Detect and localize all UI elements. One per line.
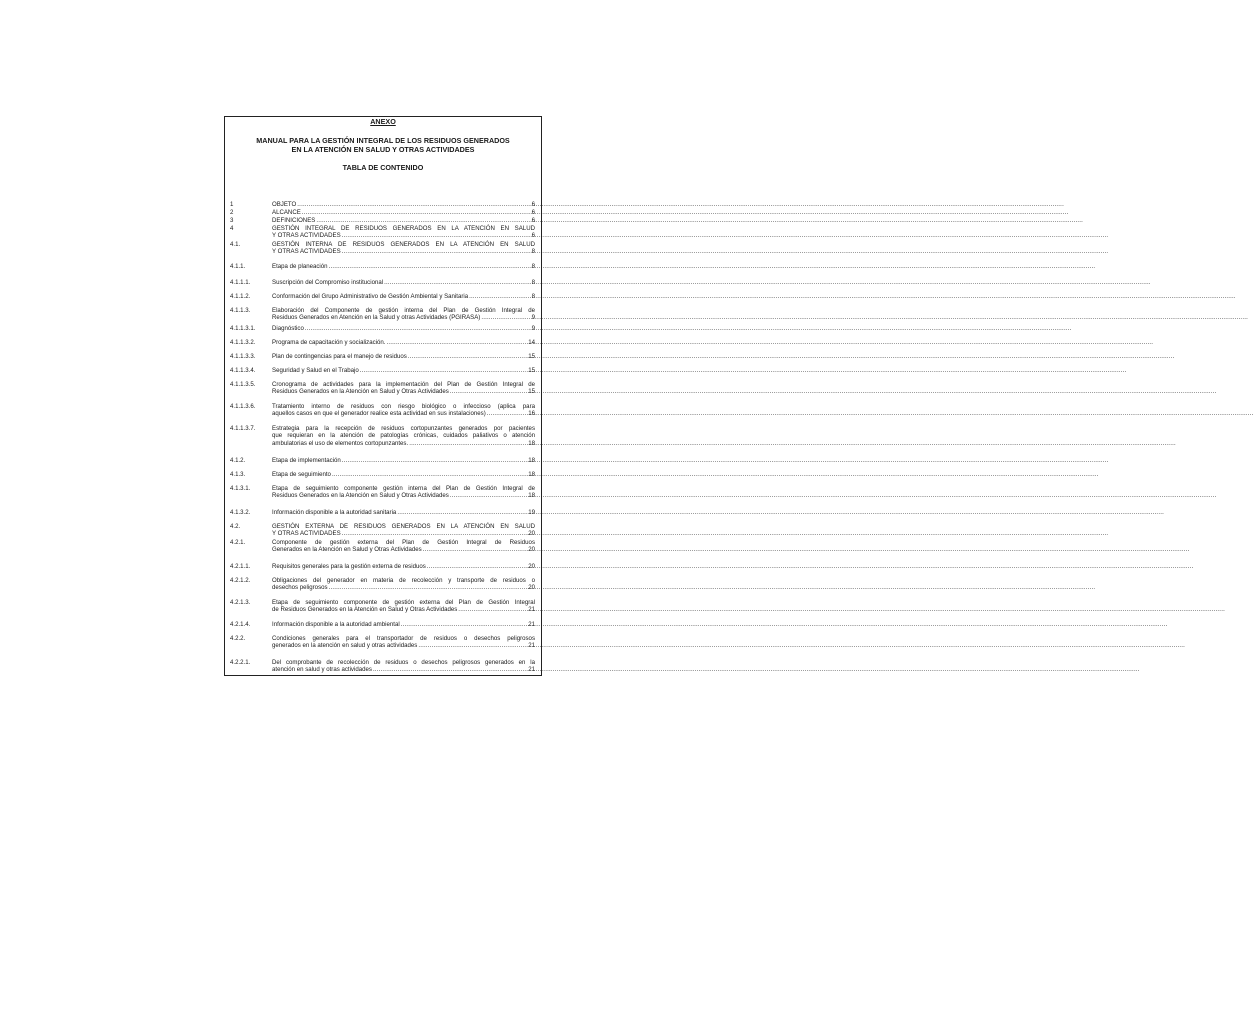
toc-entry-text	[272, 279, 535, 286]
toc-entry-title: desechos peligrosos	[272, 584, 328, 592]
toc-page-number: 6	[531, 232, 535, 240]
toc-entry-number: 4.2.2.	[230, 635, 246, 642]
toc-entry-title: ambulatorias el uso de elementos cortopunzantes.	[272, 439, 409, 447]
toc-entry-text	[272, 509, 535, 516]
dot-leader	[342, 248, 531, 255]
toc-entry-number: 4.1.1.3.4.	[230, 367, 256, 374]
toc-page-number: 19	[528, 509, 535, 516]
toc-entry-text	[272, 425, 535, 447]
toc-entry-text	[272, 523, 535, 538]
toc-page-number: 14	[528, 339, 535, 346]
toc-entry-number: 4.1.1.3.3.	[230, 353, 256, 360]
toc-page-number: 21	[528, 606, 535, 614]
toc-entry-title: ALCANCE	[272, 209, 301, 216]
toc-entry-text	[272, 599, 535, 614]
dot-leader	[302, 209, 531, 216]
toc-page-number: 8	[531, 248, 535, 256]
toc-entry-text	[272, 201, 535, 208]
toc-entry-text	[272, 225, 535, 240]
toc-entry-title: Y OTRAS ACTIVIDADES	[272, 232, 341, 240]
toc-entry-title: Residuos Generados en la Atención en Salud y Otras Actividades	[272, 492, 449, 500]
toc-entry-number: 4.1.1.3.7.	[230, 425, 256, 432]
dot-leader	[360, 367, 527, 374]
toc-entry-text	[272, 621, 535, 628]
toc-page-number: 20	[528, 546, 535, 554]
toc-entry-text	[272, 471, 535, 478]
dot-leader	[329, 263, 531, 270]
toc-entry-title: Diagnóstico	[272, 325, 304, 332]
toc-entry-title: GESTIÓN INTEGRAL DE RESIDUOS GENERADOS EN LA ATENCIÓN EN SALUD	[272, 225, 535, 232]
toc-entry-number: 4	[230, 225, 234, 232]
toc-entry-title: Residuos Generados en la Atención en Salud y Otras Actividades	[272, 388, 449, 396]
toc-page-number: 8	[531, 263, 535, 270]
toc-page-number: 21	[528, 642, 535, 650]
toc-entry-text	[272, 457, 535, 464]
toc-entry-text	[272, 263, 535, 270]
dot-leader	[481, 314, 530, 321]
toc-entry-number: 4.2.1.3.	[230, 599, 251, 606]
toc-entry-title: atención en salud y otras actividades	[272, 666, 372, 674]
toc-page-number: 18	[528, 439, 535, 447]
dot-leader	[342, 530, 528, 537]
toc-page-number: 8	[531, 293, 535, 300]
dot-leader	[297, 201, 530, 208]
toc-entry-title: Etapa de seguimiento componente gestión interna del Plan de Gestión Integral de	[272, 485, 535, 492]
toc-entry-text	[272, 307, 535, 322]
toc-page-number: 20	[528, 530, 535, 538]
toc-entry-text	[272, 367, 535, 374]
toc-entry-number: 4.1.3.	[230, 471, 246, 478]
toc-entry-text	[272, 217, 535, 224]
toc-entry-title: Etapa de seguimiento	[272, 471, 331, 478]
toc-entry-text	[272, 659, 535, 674]
toc-entry-number: 4.1.1.3.1.	[230, 325, 256, 332]
toc-entry-text	[272, 563, 535, 570]
toc-entry-title: Etapa de implementación	[272, 457, 341, 464]
dot-leader	[329, 584, 528, 591]
toc-entry-number: 4.2.	[230, 523, 241, 530]
toc-entry-text	[272, 403, 535, 418]
toc-entry-number: 1	[230, 201, 234, 208]
annex-heading: ANEXO	[370, 117, 396, 126]
toc-entry-text	[272, 485, 535, 500]
toc-entry-title: Elaboración del Componente de gestión interna del Plan de Gestión Integral de	[272, 307, 535, 314]
dot-leader	[487, 410, 527, 417]
dot-leader	[458, 606, 527, 613]
dot-leader	[423, 546, 527, 553]
dot-leader	[342, 457, 527, 464]
toc-entry-number: 3	[230, 217, 234, 224]
dot-leader	[450, 388, 527, 395]
dot-leader	[397, 509, 527, 516]
dot-leader	[418, 642, 527, 649]
dot-leader	[469, 293, 530, 300]
toc-entry-number: 4.2.1.2.	[230, 577, 251, 584]
dot-leader	[332, 471, 527, 478]
dot-leader	[409, 440, 527, 447]
toc-entry-title: Y OTRAS ACTIVIDADES	[272, 530, 341, 538]
document-title	[235, 137, 531, 154]
toc-entry-title: de Residuos Generados en la Atención en Salud y Otras Actividades	[272, 606, 458, 614]
toc-entry-number: 4.1.1.3.5.	[230, 381, 256, 388]
toc-entry-text	[272, 325, 535, 332]
toc-entry-title: GESTIÓN INTERNA DE RESIDUOS GENERADOS EN LA ATENCIÓN EN SALUD	[272, 241, 535, 248]
toc-entry-title: generados en la atención en salud y otras actividades	[272, 642, 418, 650]
toc-entry-number: 4.1.2.	[230, 457, 246, 464]
toc-entry-text	[272, 241, 535, 256]
toc-entry-number: 4.1.1.3.	[230, 307, 251, 314]
toc-page-number: 21	[528, 621, 535, 628]
toc-entry-number: 4.1.	[230, 241, 241, 248]
toc-entry-title: Programa de capacitación y socialización.	[272, 339, 386, 346]
toc-entry-number: 4.2.1.	[230, 539, 246, 546]
toc-entry-title: Tratamiento interno de residuos con riesgo biológico o infeccioso (aplica para	[272, 403, 535, 410]
toc-entry-text	[272, 353, 535, 360]
toc-entry-title: Del comprobante de recolección de residuos o desechos peligrosos generados en la	[272, 659, 535, 666]
title-line-1: MANUAL PARA LA GESTIÓN INTEGRAL DE LOS RESIDUOS GENERADOS	[256, 136, 510, 145]
toc-entry-title: Seguridad y Salud en el Trabajo	[272, 367, 359, 374]
toc-entry-text	[272, 339, 535, 346]
toc-entry-title: Requisitos generales para la gestión externa de residuos	[272, 563, 426, 570]
toc-entry-title: que requieran en la atención de patologías crónicas, cuidados paliativos o atención	[272, 432, 535, 440]
toc-page-number: 6	[531, 209, 535, 216]
toc-page-number: 15	[528, 367, 535, 374]
toc-page-number: 18	[528, 492, 535, 500]
dot-leader	[408, 353, 527, 360]
toc-entry-number: 4.1.1.3.2.	[230, 339, 256, 346]
dot-leader	[386, 339, 527, 346]
toc-entry-number: 4.1.1.	[230, 263, 246, 270]
toc-entry-title: aquellos casos en que el generador realice esta actividad en sus instalaciones)	[272, 410, 486, 418]
toc-entry-title: Generados en la Atención en Salud y Otras Actividades	[272, 546, 422, 554]
toc-entry-text	[272, 539, 535, 554]
dot-leader	[305, 325, 531, 332]
toc-entry-title: Componente de gestión externa del Plan de Gestión Integral de Residuos	[272, 539, 535, 546]
toc-entry-number: 4.1.1.3.6.	[230, 403, 256, 410]
toc-entry-title: Información disponible a la autoridad ambiental	[272, 621, 400, 628]
toc-page-number: 18	[528, 471, 535, 478]
toc-entry-number: 2	[230, 209, 234, 216]
toc-entry-number: 4.1.1.2.	[230, 293, 251, 300]
toc-page-number: 15	[528, 353, 535, 360]
toc-page-number: 6	[531, 201, 535, 208]
toc-entry-text	[272, 209, 535, 216]
toc-entry-number: 4.1.3.1.	[230, 485, 251, 492]
toc-heading: TABLA DE CONTENIDO	[342, 163, 424, 172]
toc-entry-title: Residuos Generados en Atención en la Salud y otras Actividades (PGIRASA)	[272, 314, 481, 322]
dot-leader	[450, 492, 527, 499]
document-page	[224, 116, 542, 676]
toc-entry-title: Etapa de seguimiento componente de gestión externa del Plan de Gestión Integral	[272, 599, 535, 606]
toc-entry-title: Condiciones generales para el transportador de residuos o desechos peligrosos	[272, 635, 535, 642]
toc-entry-text	[272, 381, 535, 396]
toc-entry-number: 4.1.1.1.	[230, 279, 251, 286]
toc-entry-title: Etapa de planeación	[272, 263, 328, 270]
dot-leader	[427, 563, 527, 570]
toc-page-number: 6	[531, 217, 535, 224]
toc-entry-title: DEFINICIONES	[272, 217, 316, 224]
dot-leader	[384, 279, 531, 286]
toc-entry-text	[272, 293, 535, 300]
toc-entry-title: Suscripción del Compromiso institucional	[272, 279, 384, 286]
dot-leader	[373, 666, 527, 673]
toc-page-number: 21	[528, 666, 535, 674]
toc-page-number: 20	[528, 563, 535, 570]
toc-page-number: 8	[531, 279, 535, 286]
dot-leader	[401, 621, 528, 628]
toc-page-number: 15	[528, 388, 535, 396]
toc-entry-title: Estrategia para la recepción de residuos cortopunzantes generados por pacientes	[272, 425, 535, 432]
toc-entry-number: 4.1.3.2.	[230, 509, 251, 516]
toc-page-number: 9	[531, 314, 535, 322]
toc-entry-title: Plan de contingencias para el manejo de residuos	[272, 353, 407, 360]
toc-entry-text	[272, 635, 535, 650]
toc-entry-title: GESTIÓN EXTERNA DE RESIDUOS GENERADOS EN LA ATENCIÓN EN SALUD	[272, 523, 535, 530]
toc-entry-text	[272, 577, 535, 592]
title-line-2: EN LA ATENCIÓN EN SALUD Y OTRAS ACTIVIDADES	[291, 144, 475, 154]
toc-page-number: 20	[528, 584, 535, 592]
toc-entry-number: 4.2.2.1.	[230, 659, 251, 666]
toc-entry-title: Obligaciones del generador en materia de recolección y transporte de residuos o	[272, 577, 535, 584]
dot-leader	[342, 232, 531, 239]
toc-entry-title: Conformación del Grupo Administrativo de Gestión Ambiental y Sanitaria	[272, 293, 469, 300]
toc-entry-title: Información disponible a la autoridad sanitaria	[272, 509, 397, 516]
toc-entry-title: Y OTRAS ACTIVIDADES	[272, 248, 341, 256]
toc-entry-title: Cronograma de actividades para la implementación del Plan de Gestión Integral de	[272, 381, 535, 388]
toc-page-number: 9	[531, 325, 535, 332]
toc-entry-number: 4.2.1.4.	[230, 621, 251, 628]
toc-page-number: 18	[528, 457, 535, 464]
dot-leader	[316, 217, 530, 224]
toc-page-number: 16	[528, 410, 535, 418]
toc-entry-title: OBJETO	[272, 201, 297, 208]
toc-entry-number: 4.2.1.1.	[230, 563, 251, 570]
